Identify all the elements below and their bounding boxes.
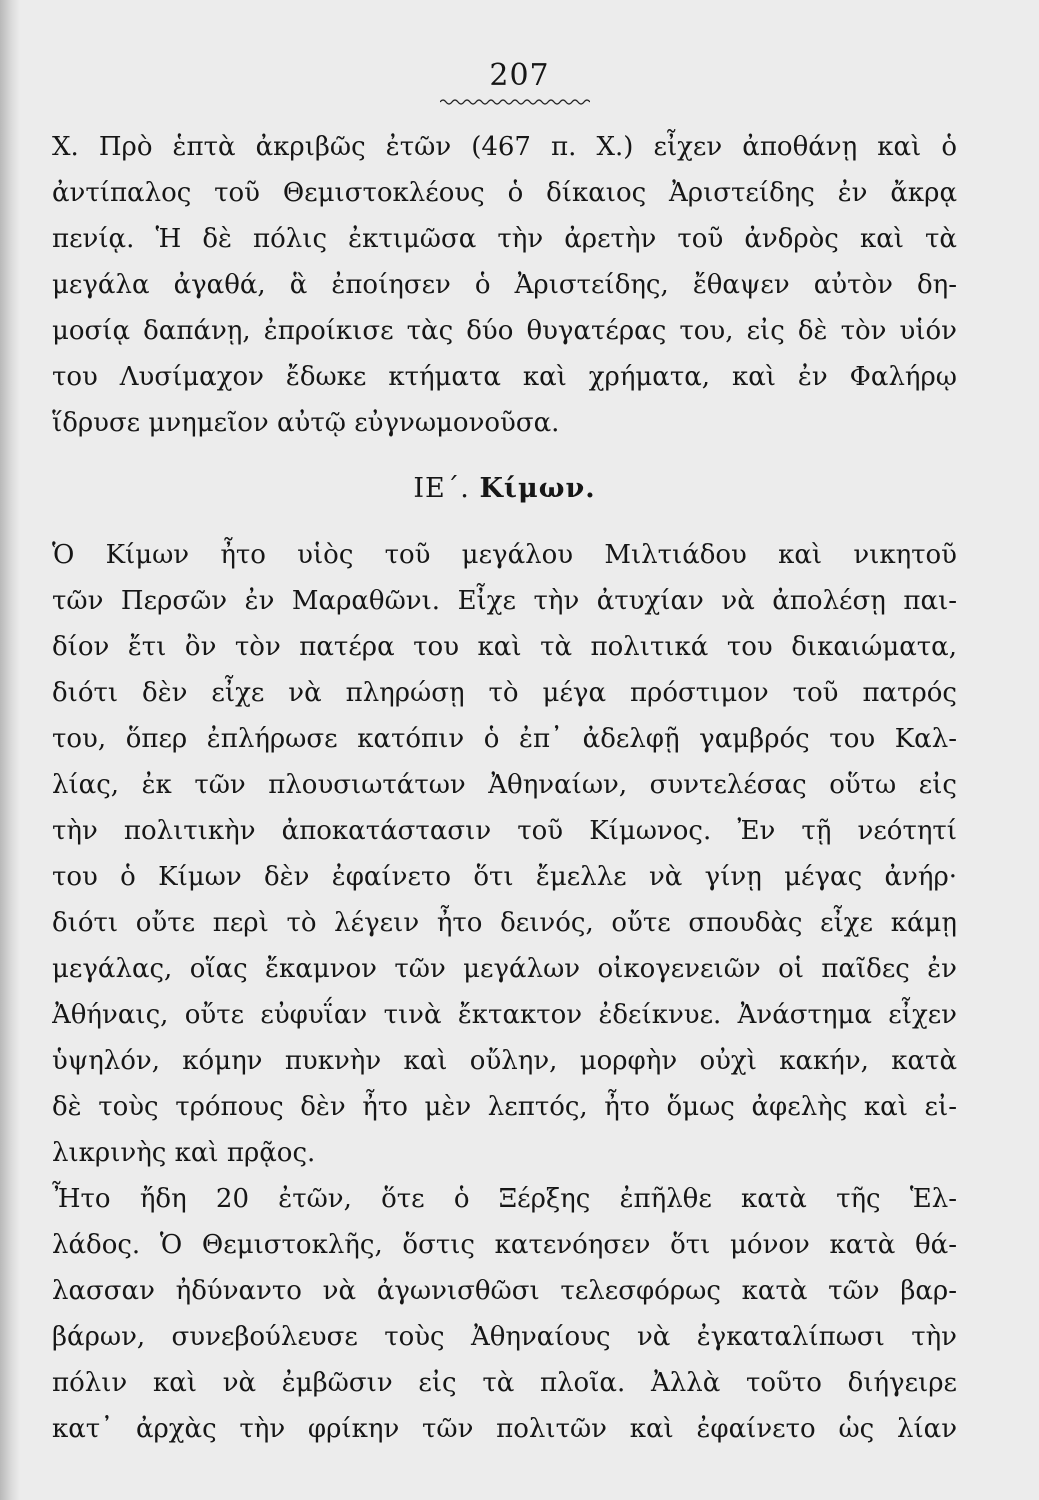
text-line: μοσίᾳ δαπάνῃ, ἐπροίκισε τὰς δύο θυγατέρας του, εἰς δὲ τὸν υἱόν xyxy=(52,316,957,346)
text-line: πενίᾳ. Ἡ δὲ πόλις ἐκτιμῶσα τὴν ἀρετὴν τοῦ ἀνδρὸς καὶ τὰ xyxy=(52,224,957,254)
text-line: Χ. Πρὸ ἑπτὰ ἀκριβῶς ἐτῶν (467 π. Χ.) εἶχεν ἀποθάνῃ καὶ ὁ xyxy=(52,132,957,162)
text-line: Ἦτο ἤδη 20 ἐτῶν, ὅτε ὁ Ξέρξης ἐπῆλθε κατὰ τῆς Ἑλ- xyxy=(52,1184,957,1214)
paragraph-aristeides xyxy=(52,124,957,446)
text-line: μεγάλα ἀγαθά, ἃ ἐποίησεν ὁ Ἀριστείδης, ἔθαψεν αὐτὸν δη- xyxy=(52,270,957,300)
text-line: διότι οὔτε περὶ τὸ λέγειν ἦτο δεινός, οὔτε σπουδὰς εἶχε κάμῃ xyxy=(52,908,957,938)
page-number-ornament xyxy=(440,98,590,106)
text-line: λασσαν ἠδύναντο νὰ ἀγωνισθῶσι τελεσφόρως κατὰ τῶν βαρ- xyxy=(52,1276,957,1306)
text-line: του, ὅπερ ἐπλήρωσε κατόπιν ὁ ἐπ᾽ ἀδελφῇ γαμβρός του Καλ- xyxy=(52,724,957,754)
text-line: δὲ τοὺς τρόπους δὲν ἦτο μὲν λεπτός, ἦτο ὅμως ἀφελὴς καὶ εἰ- xyxy=(52,1092,957,1122)
text-line: ἵδρυσε μνημεῖον αὐτῷ εὐγνωμονοῦσα. xyxy=(52,408,560,438)
text-line: τῶν Περσῶν ἐν Μαραθῶνι. Εἶχε τὴν ἀτυχίαν νὰ ἀπολέσῃ παι- xyxy=(52,586,957,616)
text-line: λικρινὴς καὶ πρᾷος. xyxy=(52,1138,316,1168)
section-title: Κίμων. xyxy=(479,473,596,504)
text-line: του ὁ Κίμων δὲν ἐφαίνετο ὅτι ἔμελλε νὰ γίνῃ μέγας ἀνήρ· xyxy=(52,862,957,892)
text-line: λάδος. Ὁ Θεμιστοκλῆς, ὅστις κατενόησεν ὅτι μόνον κατὰ θά- xyxy=(52,1230,957,1260)
text-line: Ἀθήναις, οὔτε εὐφυΐαν τινὰ ἔκτακτον ἐδείκνυε. Ἀνάστημα εἶχεν xyxy=(52,1000,957,1030)
text-line: του Λυσίμαχον ἔδωκε κτήματα καὶ χρήματα, καὶ ἐν Φαλήρῳ xyxy=(52,362,957,392)
text-line: τὴν πολιτικὴν ἀποκατάστασιν τοῦ Κίμωνος. Ἐν τῇ νεότητί xyxy=(52,816,957,846)
section-number: ΙΕ΄. xyxy=(413,473,470,504)
text-line: διότι δὲν εἶχε νὰ πληρώσῃ τὸ μέγα πρόστιμον τοῦ πατρός xyxy=(52,678,957,708)
text-line: Ὁ Κίμων ἦτο υἱὸς τοῦ μεγάλου Μιλτιάδου καὶ νικητοῦ xyxy=(52,540,957,570)
paragraph-xerxes xyxy=(52,1176,957,1452)
page-number: 207 xyxy=(489,58,550,93)
section-heading xyxy=(52,446,957,532)
page-gutter-shadow xyxy=(0,0,20,1500)
text-line: ἀντίπαλος τοῦ Θεμιστοκλέους ὁ δίκαιος Ἀριστείδης ἐν ἄκρᾳ xyxy=(52,178,957,208)
text-line: κατ᾽ ἀρχὰς τὴν φρίκην τῶν πολιτῶν καὶ ἐφαίνετο ὡς λίαν xyxy=(52,1414,957,1444)
body-text xyxy=(52,124,957,1452)
text-line: βάρων, συνεβούλευσε τοὺς Ἀθηναίους νὰ ἐγκαταλίπωσι τὴν xyxy=(52,1322,957,1352)
text-line: δίον ἔτι ὂν τὸν πατέρα του καὶ τὰ πολιτικά του δικαιώματα, xyxy=(52,632,957,662)
text-line: λίας, ἐκ τῶν πλουσιωτάτων Ἀθηναίων, συντελέσας οὕτω εἰς xyxy=(52,770,957,800)
text-line: πόλιν καὶ νὰ ἐμβῶσιν εἰς τὰ πλοῖα. Ἀλλὰ τοῦτο διήγειρε xyxy=(52,1368,957,1398)
paragraph-kimon-intro xyxy=(52,532,957,1176)
text-line: μεγάλας, οἵας ἔκαμνον τῶν μεγάλων οἰκογενειῶν οἱ παῖδες ἐν xyxy=(52,954,957,984)
text-line: ὑψηλόν, κόμην πυκνὴν καὶ οὔλην, μορφὴν οὐχὶ κακήν, κατὰ xyxy=(52,1046,957,1076)
